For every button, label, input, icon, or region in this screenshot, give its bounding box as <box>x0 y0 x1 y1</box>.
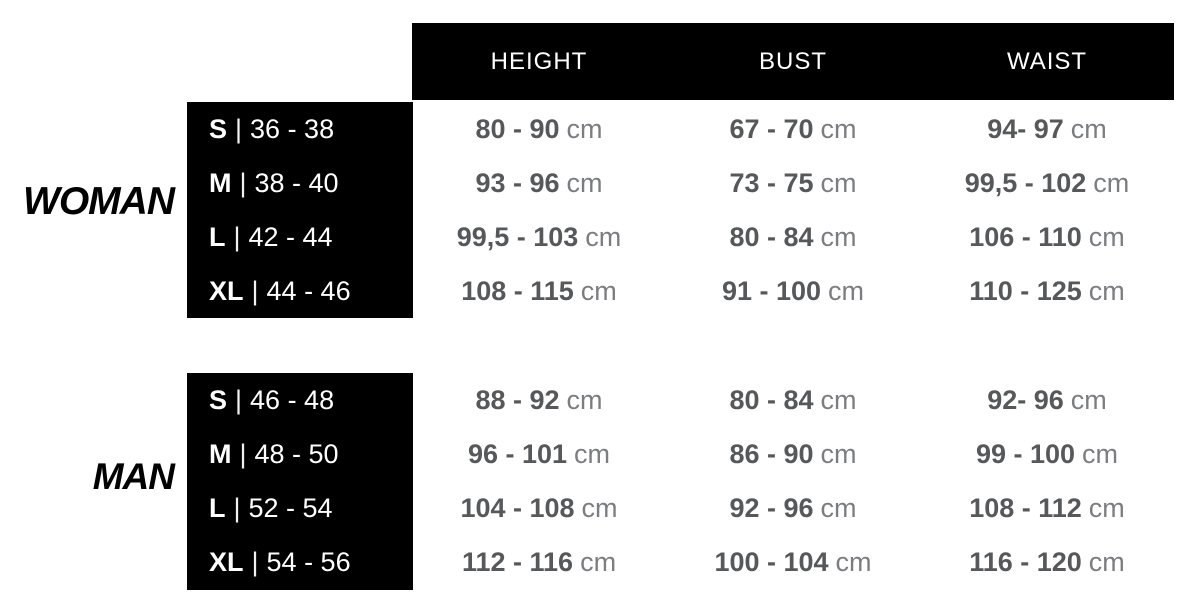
size-letter: L <box>209 492 226 523</box>
measure-value: 99 - 100 <box>975 438 1076 469</box>
measure-value: 108 - 115 <box>461 275 574 306</box>
measure-unit: cm <box>585 221 622 252</box>
cell-woman-m-bust <box>666 168 920 199</box>
size-separator: | <box>251 275 259 306</box>
size-letter: S <box>209 113 228 144</box>
measure-value: 92 - 96 <box>729 492 814 523</box>
size-letter: M <box>209 438 232 469</box>
size-separator: | <box>233 221 241 252</box>
size-separator: | <box>235 384 243 415</box>
measure-unit: cm <box>820 221 857 252</box>
measure-unit: cm <box>1082 438 1119 469</box>
cell-man-l-waist <box>920 493 1174 524</box>
size-range: 38 - 40 <box>254 167 339 198</box>
measure-value: 80 - 84 <box>729 384 814 415</box>
size-letter: L <box>209 221 226 252</box>
measure-unit: cm <box>820 113 857 144</box>
cell-woman-m-waist <box>920 168 1174 199</box>
cell-man-m-bust <box>666 439 920 470</box>
size-letter: XL <box>209 546 244 577</box>
measure-value: 100 - 104 <box>714 546 829 577</box>
cell-woman-l-bust <box>666 222 920 253</box>
section-label-woman: WOMAN <box>23 180 174 223</box>
cell-man-s-height <box>412 385 666 416</box>
woman-size-column <box>187 102 413 318</box>
size-range: 44 - 46 <box>266 275 351 306</box>
size-range: 42 - 44 <box>248 221 333 252</box>
size-cell-man-s <box>187 385 413 416</box>
measure-value: 91 - 100 <box>721 275 822 306</box>
measure-unit: cm <box>566 113 603 144</box>
measure-value: 80 - 84 <box>729 221 814 252</box>
cell-woman-s-waist <box>920 114 1174 145</box>
size-separator: | <box>235 113 243 144</box>
measure-unit: cm <box>566 384 603 415</box>
measure-value: 96 - 101 <box>467 438 568 469</box>
cell-woman-l-waist <box>920 222 1174 253</box>
measure-unit: cm <box>566 167 603 198</box>
measure-unit: cm <box>1093 167 1130 198</box>
cell-man-l-height <box>412 493 666 524</box>
measure-value: 88 - 92 <box>475 384 560 415</box>
measure-value: 99,5 - 103 <box>456 221 579 252</box>
size-letter: XL <box>209 275 244 306</box>
size-letter: S <box>209 384 228 415</box>
measure-value: 110 - 125 <box>969 275 1082 306</box>
measure-value: 99,5 - 102 <box>964 167 1087 198</box>
measure-unit: cm <box>820 438 857 469</box>
measure-unit: cm <box>820 384 857 415</box>
cell-woman-xl-height <box>412 276 666 307</box>
cell-man-s-bust <box>666 385 920 416</box>
cell-man-s-waist <box>920 385 1174 416</box>
measure-value: 94- 97 <box>987 113 1064 144</box>
size-cell-woman-s <box>187 114 413 145</box>
column-header-height: HEIGHT <box>490 47 588 75</box>
woman-measurements <box>412 102 1174 318</box>
measure-unit: cm <box>820 167 857 198</box>
size-range: 54 - 56 <box>266 546 351 577</box>
size-separator: | <box>233 492 241 523</box>
measure-unit: cm <box>1070 113 1107 144</box>
measure-unit: cm <box>835 546 872 577</box>
measure-unit: cm <box>828 275 865 306</box>
measure-value: 116 - 120 <box>969 546 1082 577</box>
size-cell-woman-xl <box>187 276 413 307</box>
measure-unit: cm <box>1088 221 1125 252</box>
measure-value: 86 - 90 <box>729 438 814 469</box>
cell-woman-l-height <box>412 222 666 253</box>
size-separator: | <box>239 167 247 198</box>
cell-man-m-waist <box>920 439 1174 470</box>
cell-man-m-height <box>412 439 666 470</box>
measure-unit: cm <box>574 438 611 469</box>
size-range: 48 - 50 <box>254 438 339 469</box>
cell-woman-xl-bust <box>666 276 920 307</box>
measure-unit: cm <box>1088 546 1125 577</box>
measure-unit: cm <box>580 546 617 577</box>
cell-woman-xl-waist <box>920 276 1174 307</box>
size-range: 52 - 54 <box>248 492 333 523</box>
cell-man-l-bust <box>666 493 920 524</box>
measure-value: 108 - 112 <box>969 492 1082 523</box>
cell-man-xl-bust <box>666 547 920 578</box>
size-letter: M <box>209 167 232 198</box>
cell-woman-s-bust <box>666 114 920 145</box>
size-cell-woman-l <box>187 222 413 253</box>
measure-value: 93 - 96 <box>475 167 560 198</box>
size-cell-man-xl <box>187 547 413 578</box>
size-cell-man-l <box>187 493 413 524</box>
cell-woman-m-height <box>412 168 666 199</box>
size-range: 46 - 48 <box>250 384 335 415</box>
cell-man-xl-waist <box>920 547 1174 578</box>
size-separator: | <box>251 546 259 577</box>
cell-woman-s-height <box>412 114 666 145</box>
size-range: 36 - 38 <box>250 113 335 144</box>
measure-value: 106 - 110 <box>969 221 1082 252</box>
measure-value: 73 - 75 <box>729 167 814 198</box>
cell-man-xl-height <box>412 547 666 578</box>
table-header <box>412 23 1174 100</box>
size-cell-man-m <box>187 439 413 470</box>
column-header-bust: BUST <box>758 47 827 75</box>
man-size-column <box>187 373 413 590</box>
measure-unit: cm <box>1070 384 1107 415</box>
size-cell-woman-m <box>187 168 413 199</box>
measure-value: 104 - 108 <box>460 492 575 523</box>
measure-unit: cm <box>820 492 857 523</box>
measure-value: 67 - 70 <box>729 113 814 144</box>
column-header-waist: WAIST <box>1006 47 1088 75</box>
measure-unit: cm <box>1088 492 1125 523</box>
measure-value: 92- 96 <box>987 384 1064 415</box>
measure-value: 112 - 116 <box>461 546 574 577</box>
measure-unit: cm <box>581 492 618 523</box>
section-label-man: MAN <box>92 456 174 497</box>
man-measurements <box>412 373 1174 589</box>
measure-unit: cm <box>580 275 617 306</box>
size-separator: | <box>239 438 247 469</box>
measure-unit: cm <box>1088 275 1125 306</box>
measure-value: 80 - 90 <box>475 113 560 144</box>
